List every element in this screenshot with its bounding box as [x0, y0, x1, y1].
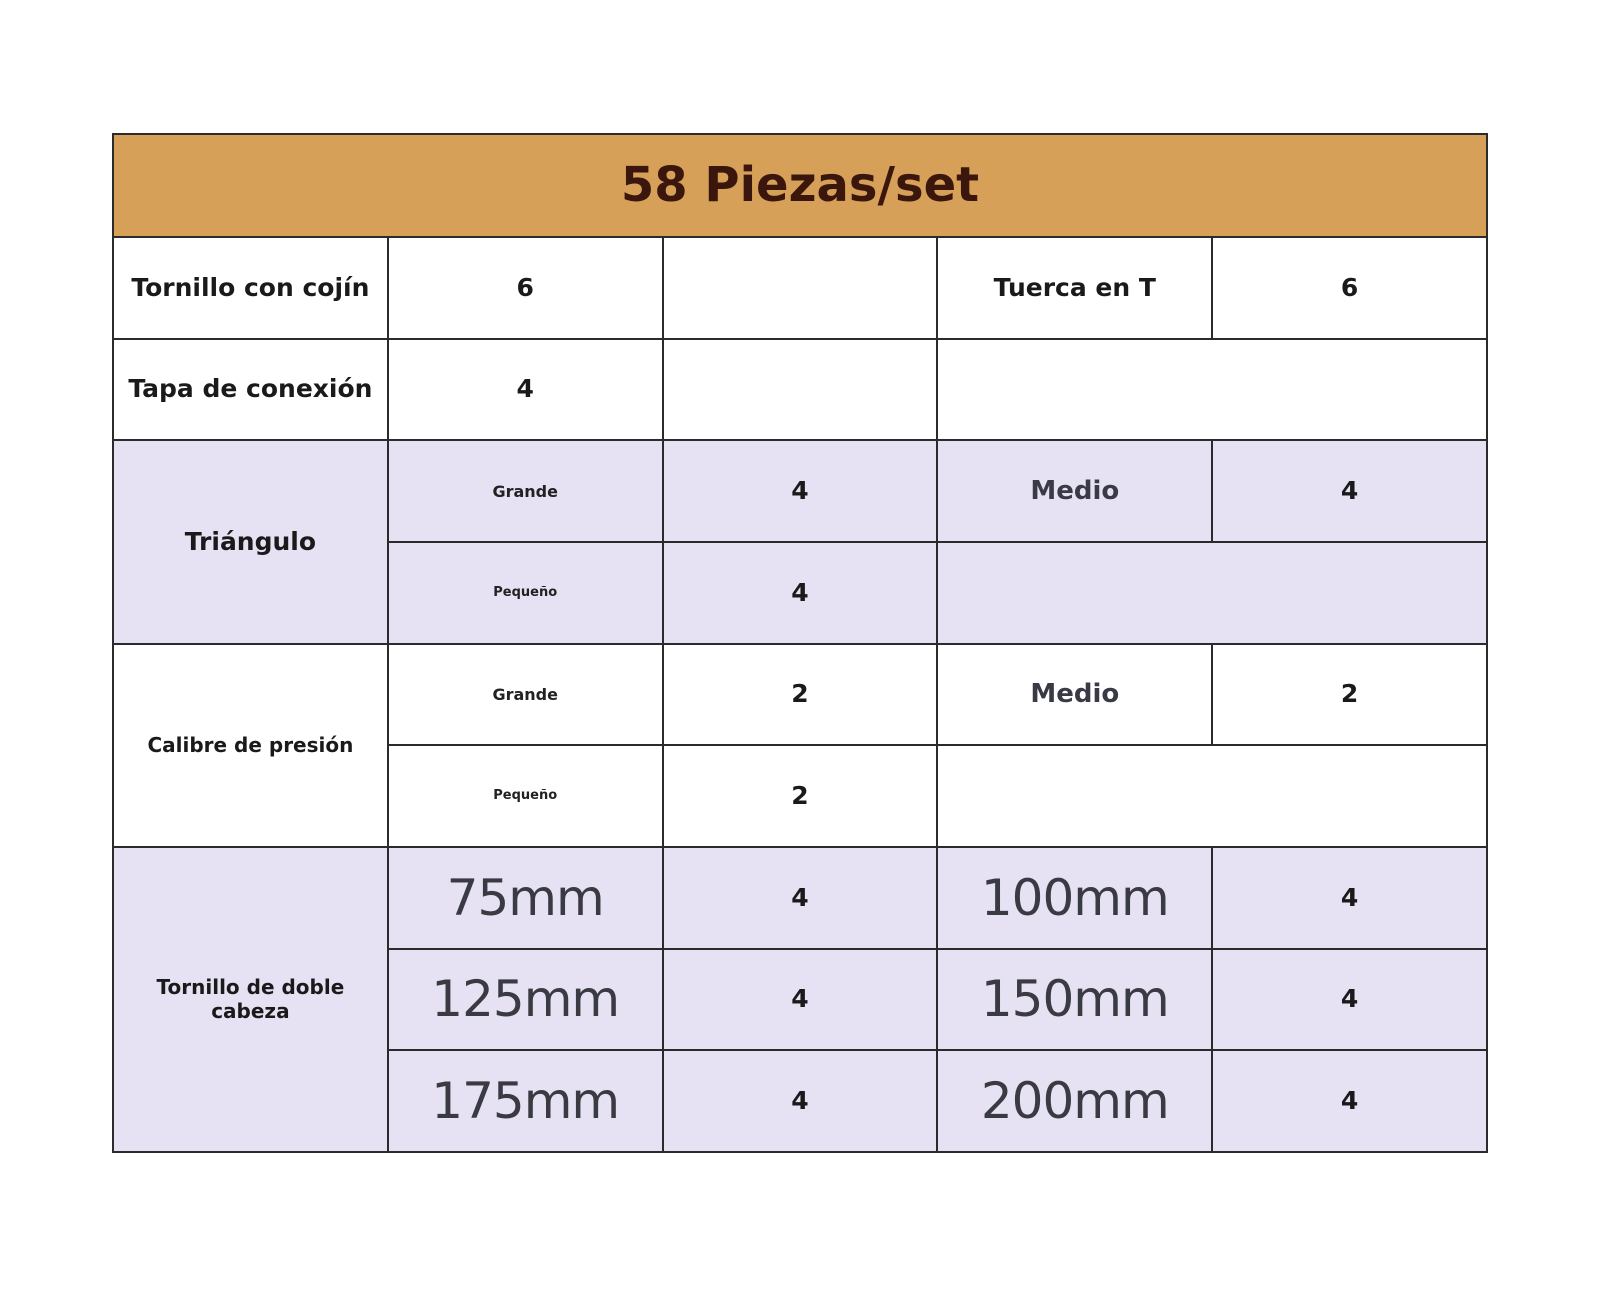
qty-75mm: 4 [664, 848, 937, 948]
label-tornillo-doble-cabeza: Tornillo de doble cabeza [114, 848, 387, 1151]
calibre-medio-label: Medio [938, 645, 1211, 745]
parts-table [112, 133, 1488, 1153]
size-200mm: 200mm [938, 1051, 1211, 1151]
empty-cell [664, 340, 937, 440]
qty-tornillo-cojin: 6 [389, 238, 662, 338]
calibre-grande-qty: 2 [664, 645, 937, 745]
calibre-grande-label: Grande [389, 645, 662, 745]
size-175mm: 175mm [389, 1051, 662, 1151]
calibre-medio-qty: 2 [1213, 645, 1486, 745]
size-75mm: 75mm [389, 848, 662, 948]
label-calibre-presion: Calibre de presión [114, 645, 387, 846]
qty-tuerca-t: 6 [1213, 238, 1486, 338]
empty-cell [938, 340, 1486, 440]
empty-cell [664, 238, 937, 338]
qty-125mm: 4 [664, 950, 937, 1050]
triangulo-pequeno-qty: 4 [664, 543, 937, 643]
size-150mm: 150mm [938, 950, 1211, 1050]
triangulo-medio-label: Medio [938, 441, 1211, 541]
label-tapa-conexion: Tapa de conexión [114, 340, 387, 440]
label-tuerca-t: Tuerca en T [938, 238, 1211, 338]
qty-100mm: 4 [1213, 848, 1486, 948]
triangulo-pequeno-label: Pequeño [389, 543, 662, 643]
empty-cell [938, 543, 1486, 643]
qty-tapa-conexion: 4 [389, 340, 662, 440]
calibre-pequeno-label: Pequeño [389, 746, 662, 846]
label-tornillo-cojin: Tornillo con cojín [114, 238, 387, 338]
empty-cell [938, 746, 1486, 846]
label-triangulo: Triángulo [114, 441, 387, 642]
triangulo-medio-qty: 4 [1213, 441, 1486, 541]
qty-175mm: 4 [664, 1051, 937, 1151]
triangulo-grande-qty: 4 [664, 441, 937, 541]
qty-150mm: 4 [1213, 950, 1486, 1050]
calibre-pequeno-qty: 2 [664, 746, 937, 846]
size-100mm: 100mm [938, 848, 1211, 948]
table-title: 58 Piezas/set [114, 135, 1486, 236]
qty-200mm: 4 [1213, 1051, 1486, 1151]
triangulo-grande-label: Grande [389, 441, 662, 541]
size-125mm: 125mm [389, 950, 662, 1050]
